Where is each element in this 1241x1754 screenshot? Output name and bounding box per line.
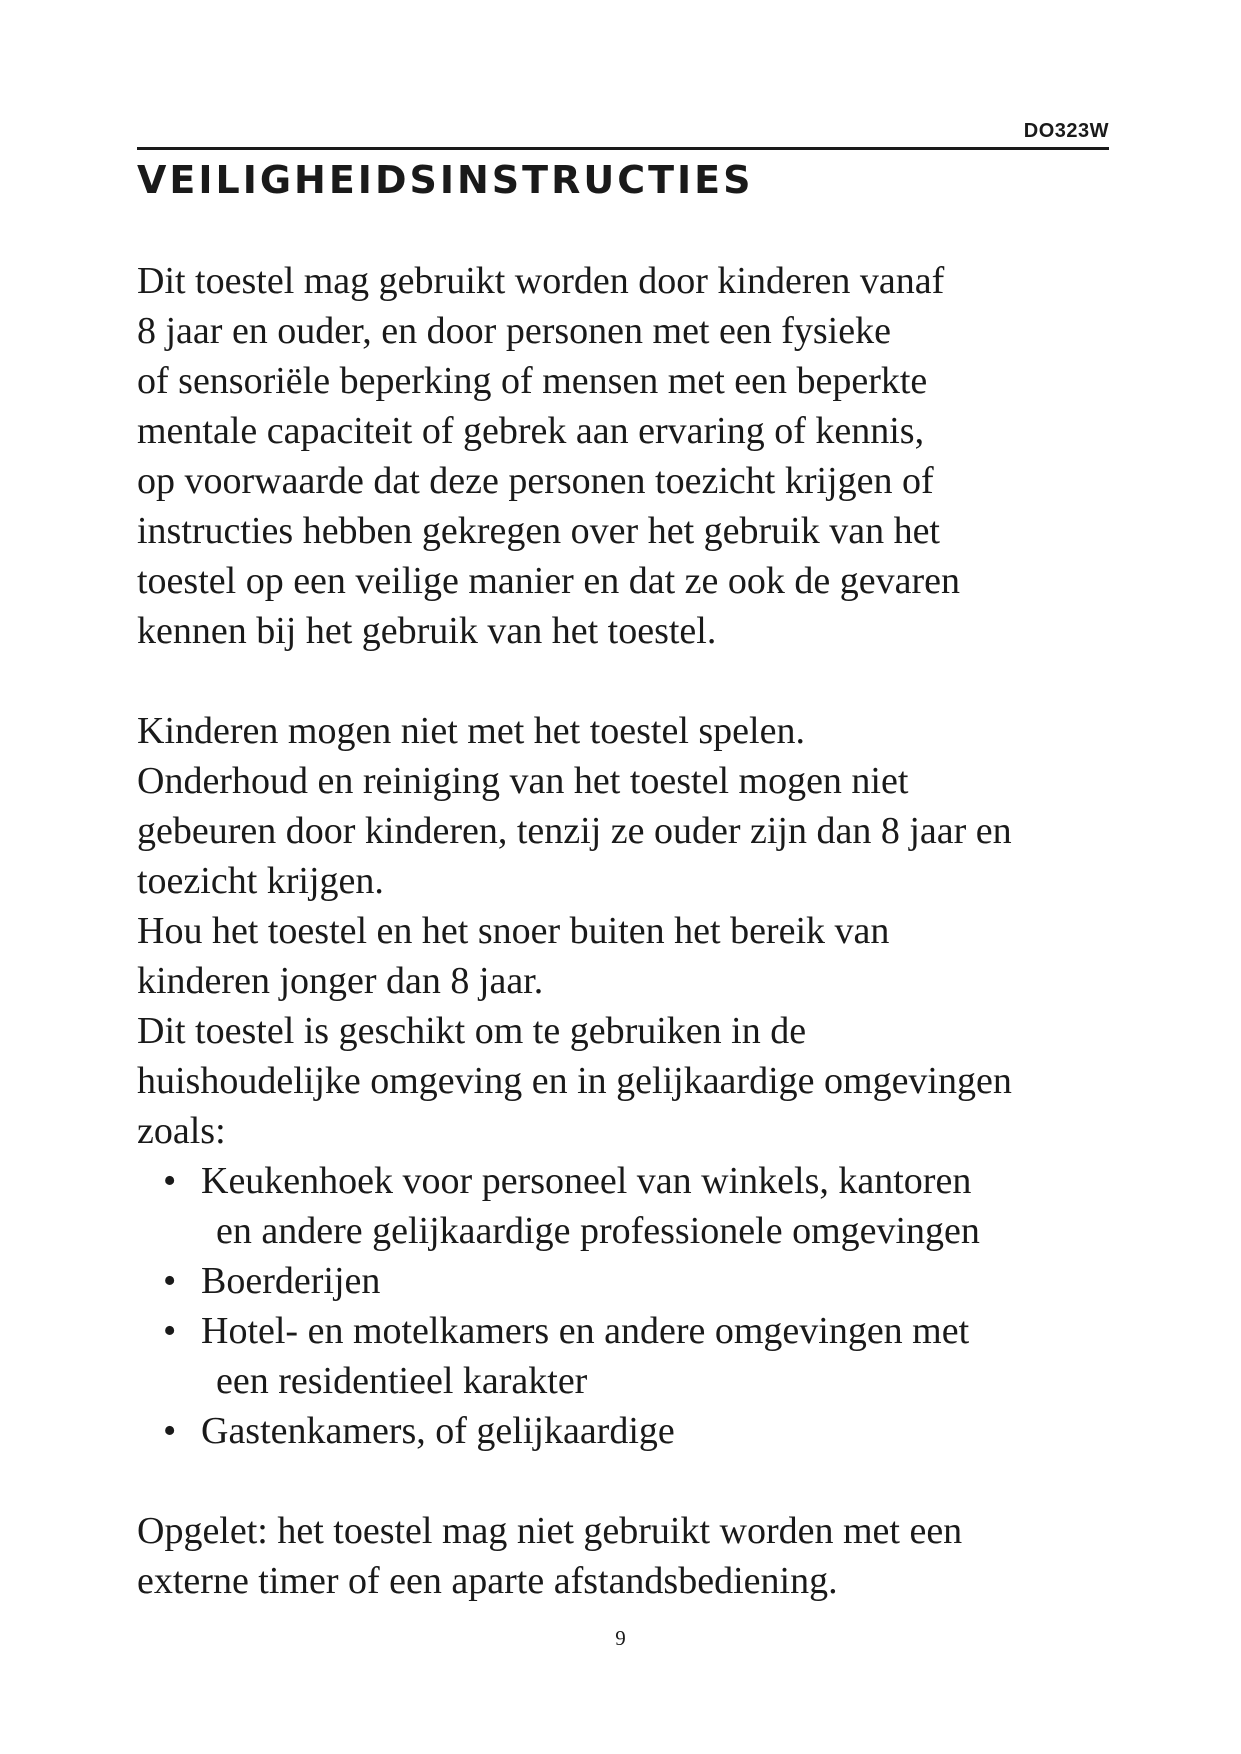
text-line: mentale capaciteit of gebrek aan ervaring of kennis, — [137, 410, 925, 452]
bullet-icon: • — [163, 1410, 177, 1452]
bullet-icon: • — [163, 1260, 177, 1302]
list-item — [137, 1306, 1117, 1406]
list-item — [137, 1406, 1117, 1456]
text-line: kinderen jonger dan 8 jaar. — [137, 960, 544, 1002]
list-item — [137, 1156, 1117, 1256]
paragraph-children-usage — [137, 706, 1117, 1156]
text-line: of sensoriële beperking of mensen met een beperkte — [137, 360, 928, 402]
text-line: kennen bij het gebruik van het toestel. — [137, 610, 717, 652]
environment-list — [137, 1156, 1117, 1456]
page-number: 9 — [615, 1626, 626, 1650]
text-line: Kinderen mogen niet met het toestel spelen. — [137, 710, 805, 752]
text-line: instructies hebben gekregen over het gebruik van het — [137, 510, 940, 552]
text-line: 8 jaar en ouder, en door personen met een fysieke — [137, 310, 891, 352]
text-line: Hou het toestel en het snoer buiten het bereik van — [137, 910, 890, 952]
text-line: zoals: — [137, 1110, 226, 1152]
document-body — [137, 256, 1117, 1606]
paragraph-warning — [137, 1506, 1117, 1606]
text-line: toestel op een veilige manier en dat ze ook de gevaren — [137, 560, 960, 602]
list-item-text: Boerderijen — [201, 1260, 381, 1302]
text-line: Dit toestel mag gebruikt worden door kinderen vanaf — [137, 260, 945, 302]
header-rule — [137, 147, 1109, 150]
list-item-text-continued: en andere gelijkaardige professionele omgevingen — [216, 1210, 980, 1252]
page-title: VEILIGHEIDSINSTRUCTIES — [137, 158, 754, 202]
model-code: DO323W — [1023, 120, 1109, 142]
paragraph-eligibility — [137, 256, 1117, 656]
text-line: op voorwaarde dat deze personen toezicht krijgen of — [137, 460, 934, 502]
list-item-text: Keukenhoek voor personeel van winkels, kantoren — [201, 1160, 972, 1202]
list-item-text: Hotel- en motelkamers en andere omgevingen met — [201, 1310, 970, 1352]
text-line: gebeuren door kinderen, tenzij ze ouder zijn dan 8 jaar en — [137, 810, 1012, 852]
list-item-text-continued: een residentieel karakter — [216, 1360, 588, 1402]
paragraph-spacer — [137, 656, 1117, 706]
list-item — [137, 1256, 1117, 1306]
text-line: huishoudelijke omgeving en in gelijkaardige omgevingen — [137, 1060, 1012, 1102]
text-line: toezicht krijgen. — [137, 860, 384, 902]
text-line: Opgelet: het toestel mag niet gebruikt worden met een — [137, 1510, 963, 1552]
list-item-text: Gastenkamers, of gelijkaardige — [201, 1410, 675, 1452]
text-line: Onderhoud en reiniging van het toestel mogen niet — [137, 760, 909, 802]
text-line: externe timer of een aparte afstandsbediening. — [137, 1560, 838, 1602]
bullet-icon: • — [163, 1160, 177, 1202]
paragraph-spacer — [137, 1456, 1117, 1506]
bullet-icon: • — [163, 1310, 177, 1352]
text-line: Dit toestel is geschikt om te gebruiken in de — [137, 1010, 807, 1052]
